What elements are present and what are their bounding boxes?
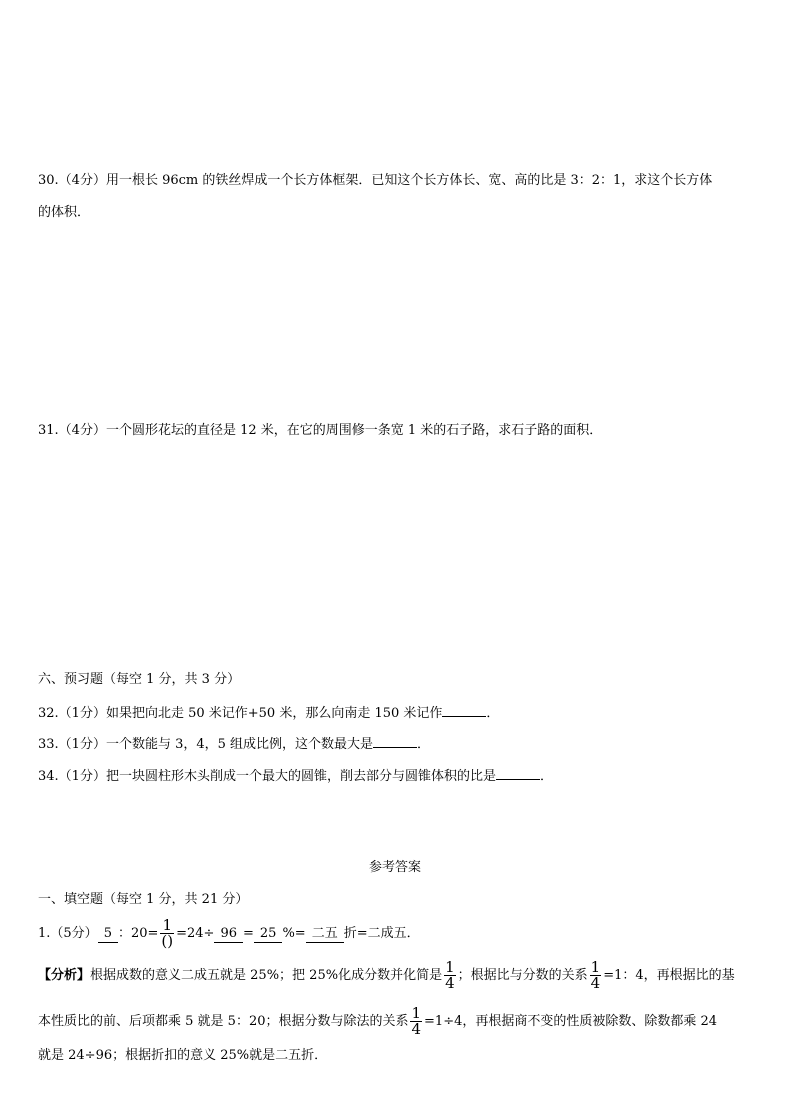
analysis-text-5: =1÷4，再根据商不变的性质被除数、除数都乘 24	[424, 1014, 718, 1029]
analysis-text-4: 本性质比的前、后项都乘 5 就是 5：20；根据分数与除法的关系	[38, 1014, 409, 1029]
answer-1-blank-1: 5	[98, 926, 118, 943]
question-31: 31.（4分）一个圆形花坛的直径是 12 米，在它的周围修一条宽 1 米的石子路，求石子路的面积．	[38, 423, 603, 438]
question-32-text: 32.（1分）如果把向北走 50 米记作+50 米，那么向南走 150 米记作	[38, 706, 443, 721]
question-34-text: 34.（1分）把一块圆柱形木头削成一个最大的圆锥，削去部分与圆锥体积的比是	[38, 769, 496, 784]
analysis-label: 【分析】	[38, 968, 91, 983]
analysis-text-1: 根据成数的意义二成五就是 25%；把 25%化成分数并化简是	[90, 968, 443, 983]
question-32	[38, 702, 499, 724]
question-34-blank	[496, 765, 540, 780]
question-34	[38, 765, 553, 787]
analysis-line-1	[38, 958, 735, 994]
answer-1-text-3: =	[243, 926, 254, 941]
fraction-denominator: 4	[445, 974, 455, 992]
question-33	[38, 733, 430, 755]
fraction-numerator: 1	[411, 1004, 422, 1022]
answer-1-blank-2: 96	[214, 926, 243, 943]
analysis-fraction-3	[410, 1006, 422, 1037]
question-32-blank	[442, 702, 486, 717]
answer-1-text-2: =24÷	[176, 926, 215, 941]
answers-title: 参考答案	[368, 860, 421, 875]
analysis-text-3: =1：4，再根据比的基	[603, 968, 735, 983]
answers-section-1-heading: 一、填空题（每空 1 分，共 21 分）	[38, 892, 249, 907]
analysis-line-3: 就是 24÷96；根据折扣的意义 25%就是二五折．	[38, 1048, 328, 1063]
fraction-denominator: 4	[411, 1020, 422, 1038]
section-6-heading: 六、预习题（每空 1 分，共 3 分）	[38, 672, 241, 687]
answer-1-text-4: %=	[282, 926, 306, 941]
question-33-blank	[373, 733, 417, 748]
question-32-end: ．	[486, 706, 500, 721]
answer-1-blank-3: 25	[254, 926, 283, 943]
question-30-line-1: 30.（4分）用一根长 96cm 的铁丝焊成一个长方体框架．已知这个长方体长、宽、高的比是 3：2：1，求这个长方体	[38, 173, 713, 188]
answer-1	[38, 916, 420, 952]
question-34-end: ．	[539, 769, 553, 784]
analysis-fraction-1	[444, 960, 456, 991]
analysis-text-2: ；根据比与分数的关系	[457, 968, 588, 983]
fraction-denominator: ()	[161, 932, 174, 950]
answer-1-fraction	[160, 918, 174, 949]
fraction-numerator: 1	[445, 958, 455, 976]
question-30-line-2: 的体积．	[38, 205, 91, 220]
analysis-fraction-2	[590, 960, 602, 991]
fraction-numerator: 1	[162, 916, 173, 934]
answer-1-text-5: 折=二成五．	[343, 926, 420, 941]
fraction-denominator: 4	[590, 974, 601, 992]
analysis-line-2	[38, 1004, 717, 1040]
answer-1-blank-4: 二五	[306, 926, 344, 943]
answer-1-text-1: ：20=	[117, 926, 159, 941]
question-33-text: 33.（1分）一个数能与 3，4，5 组成比例，这个数最大是	[38, 737, 374, 752]
question-33-end: ．	[417, 737, 431, 752]
answer-1-prefix: 1.（5分）	[38, 926, 98, 941]
fraction-numerator: 1	[590, 958, 601, 976]
